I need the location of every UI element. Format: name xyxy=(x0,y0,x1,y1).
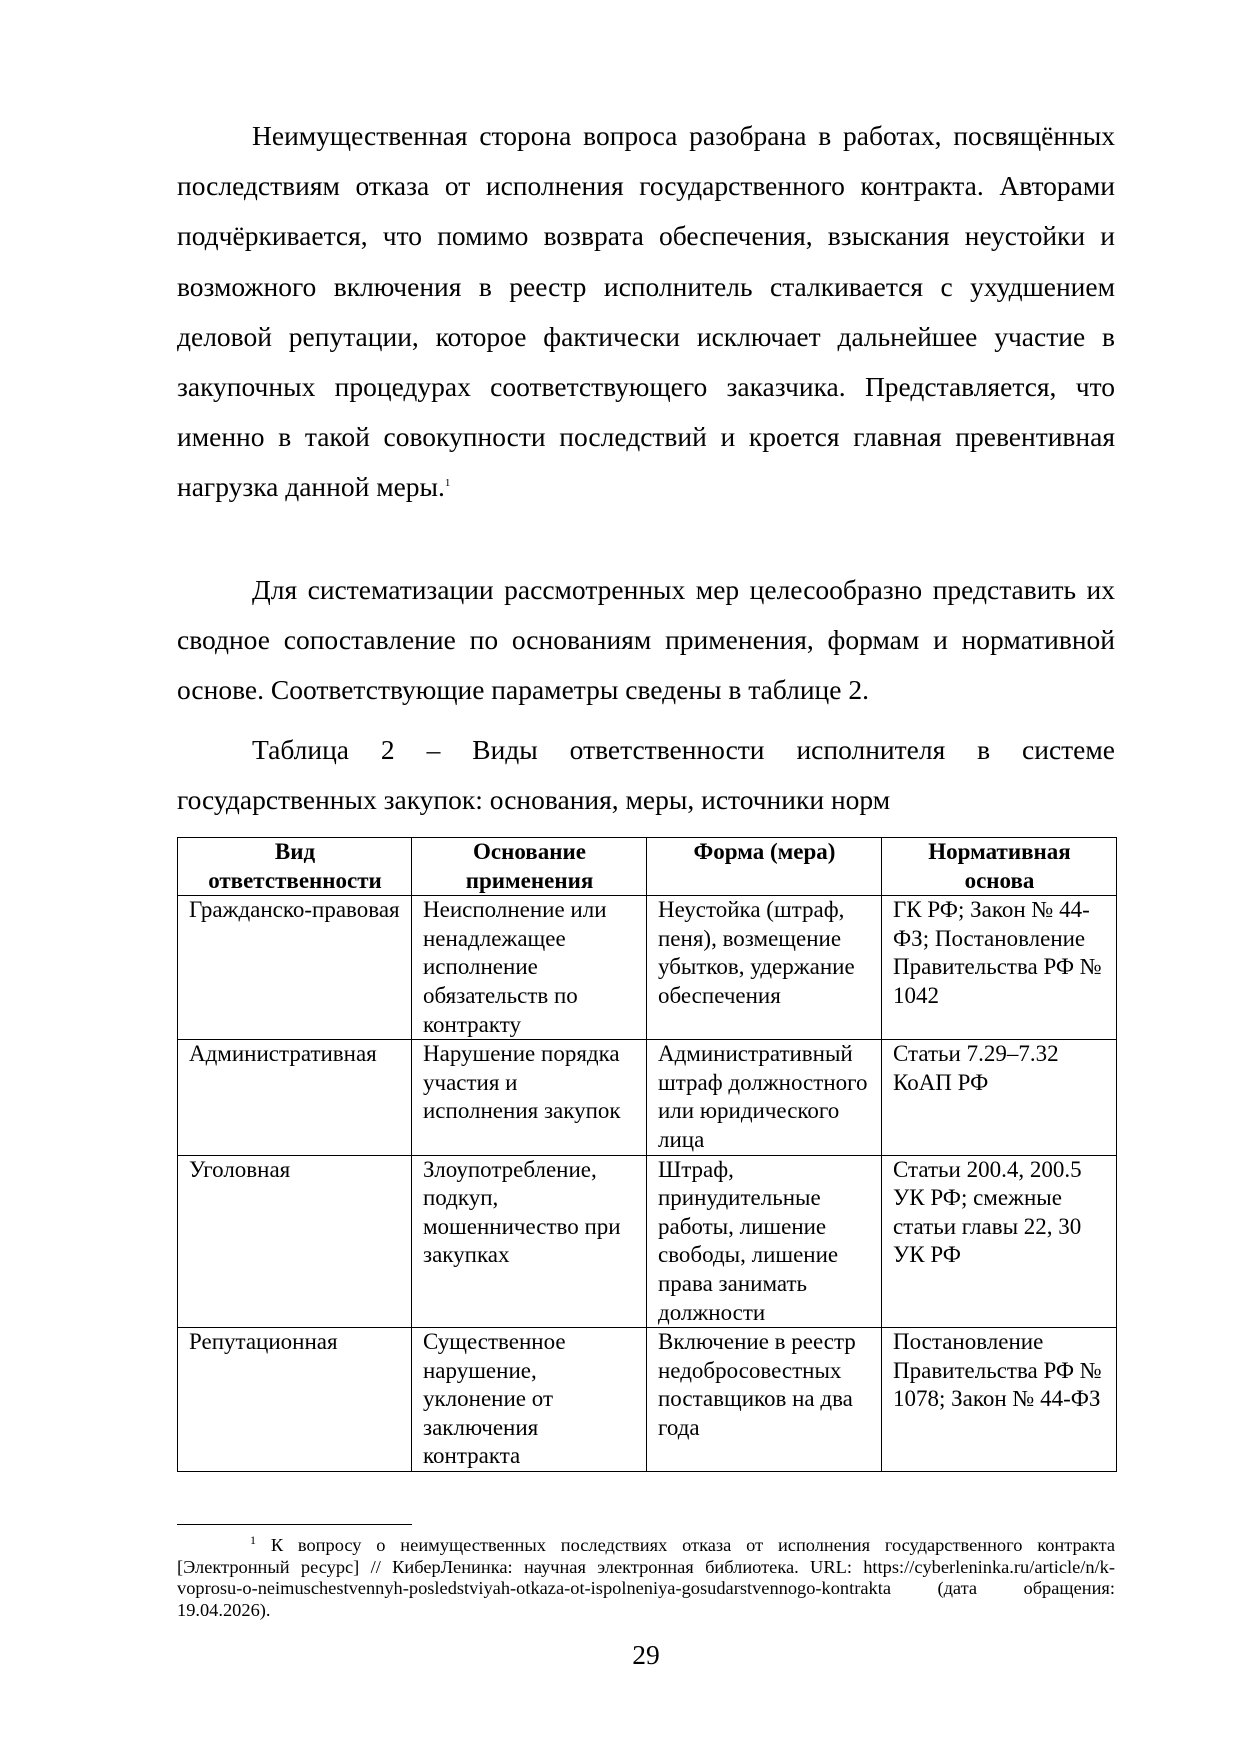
column-header: Основание применения xyxy=(412,838,647,896)
table-cell: Репутационная xyxy=(178,1328,412,1472)
table-caption: Таблица 2 – Виды ответственности исполнителя в системе государственных закупок: основания, меры, источники норм xyxy=(177,734,1115,816)
table-cell: Злоупотребление, подкуп, мошенничество при закупках xyxy=(412,1155,647,1328)
table-cell: Уголовная xyxy=(178,1155,412,1328)
table-cell: Нарушение порядка участия и исполнения закупок xyxy=(412,1040,647,1155)
page-number: 29 xyxy=(632,1639,660,1670)
table-cell: Существенное нарушение, уклонение от заключения контракта xyxy=(412,1328,647,1472)
table-row xyxy=(178,1155,1117,1328)
table-cell: ГК РФ; Закон № 44-ФЗ; Постановление Правительства РФ № 1042 xyxy=(882,896,1117,1040)
table-cell: Статьи 200.4, 200.5 УК РФ; смежные статьи главы 22, 30 УК РФ xyxy=(882,1155,1117,1328)
table-header-row xyxy=(178,838,1117,896)
table-cell: Включение в реестр недобросовестных поставщиков на два года xyxy=(647,1328,882,1472)
table-cell: Административный штраф должностного или юридического лица xyxy=(647,1040,882,1155)
footnote-reference[interactable]: 1 xyxy=(444,477,451,490)
table-row xyxy=(178,896,1117,1040)
table-cell: Штраф, принудительные работы, лишение свободы, лишение права занимать должности xyxy=(647,1155,882,1328)
column-header: Вид ответственности xyxy=(178,838,412,896)
table-row xyxy=(178,1040,1117,1155)
body-paragraph: Для систематизации рассмотренных мер целесообразно представить их сводное сопоставление по основаниям применения, формам и нормативной основе. Соответствующие параметры сведены в таблице 2. xyxy=(177,574,1115,706)
footnote-separator xyxy=(177,1524,412,1525)
column-header: Форма (мера) xyxy=(647,838,882,896)
table-cell: Статьи 7.29–7.32 КоАП РФ xyxy=(882,1040,1117,1155)
table-cell: Гражданско-правовая xyxy=(178,896,412,1040)
table-cell: Неустойка (штраф, пеня), возмещение убытков, удержание обеспечения xyxy=(647,896,882,1040)
footnote xyxy=(177,1532,1115,1621)
footnote-text: К вопросу о неимущественных последствиях отказа от исполнения государственного контракта [Электронный ресурс] // КиберЛенинка: научная электронная библиотека. URL: https://cyberleninka.ru/article/n/k-voprosu-o-neimuschestvennyh-posledstviyah-otkaza-ot-ispolneniya-gosudarstvennogo-kontrakta (дата обращения: 19.04.2026). xyxy=(177,1535,1115,1620)
table-row xyxy=(178,1328,1117,1472)
paragraph-text: Неимущественная сторона вопроса разобрана в работах, посвящённых последствиям отказа от исполнения государственного контракта. Авторами подчёркивается, что помимо возврата обеспечения, взыскания неустойки и возможного включения в реестр исполнитель сталкивается с ухудшением деловой репутации, которое фактически исключает дальнейшее участие в закупочных процедурах соответствующего заказчика. Представляется, что именно в такой совокупности последствий и кроется главная превентивная нагрузка данной меры. xyxy=(177,120,1115,503)
table-cell: Неисполнение или ненадлежащее исполнение обязательств по контракту xyxy=(412,896,647,1040)
footnote-number: 1 xyxy=(250,1532,256,1547)
body-paragraph xyxy=(177,111,1115,513)
table-cell: Административная xyxy=(178,1040,412,1155)
table-cell: Постановление Правительства РФ № 1078; Закон № 44-ФЗ xyxy=(882,1328,1117,1472)
responsibility-table xyxy=(177,837,1117,1472)
column-header: Нормативная основа xyxy=(882,838,1117,896)
